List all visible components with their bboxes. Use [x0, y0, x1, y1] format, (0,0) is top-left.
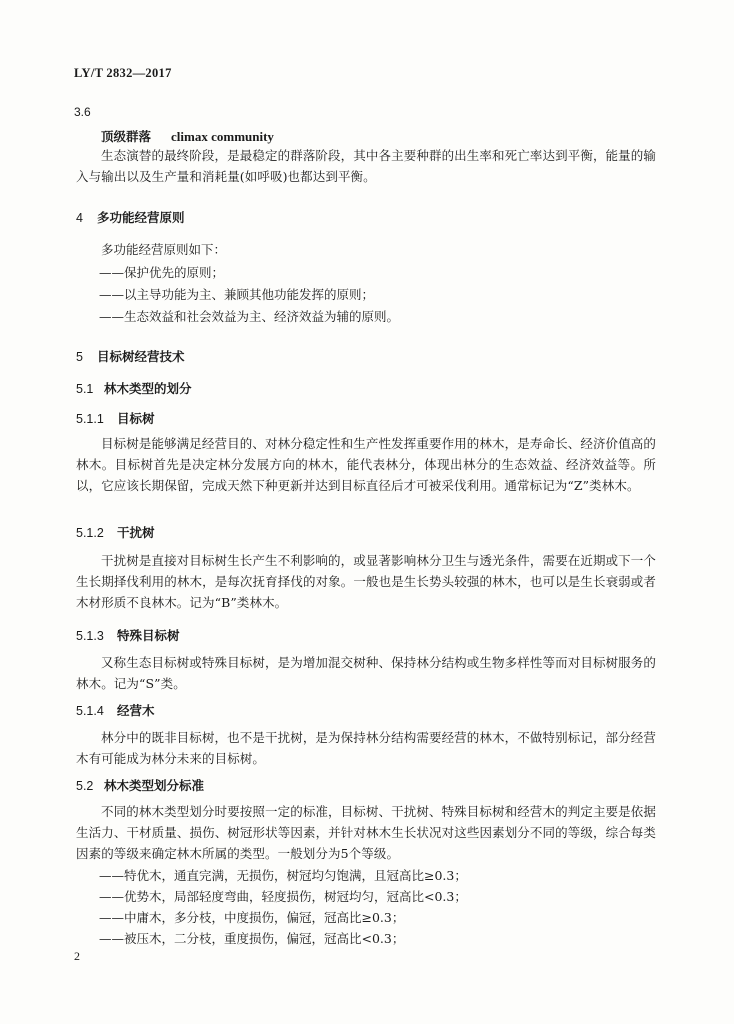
- clause-number-3-6: 3.6: [74, 105, 91, 119]
- standard-code-header: LY/T 2832—2017: [74, 66, 172, 80]
- section-title: 林木类型划分标准: [104, 778, 205, 793]
- section-title: 干扰树: [117, 525, 155, 540]
- section-heading-5-1-3: [76, 626, 180, 644]
- section-heading-5-1-2: [76, 523, 155, 541]
- section-heading-5: [76, 347, 185, 365]
- term-chinese: 顶级群落: [101, 129, 152, 144]
- paragraph-special-target-tree: 又称生态目标树或特殊目标树，是为增加混交树种、保持林分结构或生物多样性等而对目标树服务的林木。记为“S”类。: [76, 655, 656, 691]
- grade-item: ——优势木，局部轻度弯曲，轻度损伤，树冠均匀，冠高比<0.3；: [99, 889, 467, 904]
- paragraph-target-tree: 目标树是能够满足经营目的、对林分稳定性和生产性发挥重要作用的林木，是寿命长、经济价值高的林木。目标树首先是决定林分发展方向的林木，能代表林分，体现出林分的生态效益、经济效益等。所以，它应该长期保留，完成天然下种更新并达到目标直径后才可被采伐利用。通常标记为“Z”类林木。: [76, 436, 656, 493]
- section-heading-5-1-1: [76, 409, 155, 427]
- section-title: 目标树经营技术: [97, 349, 185, 364]
- section-title: 经营木: [117, 703, 155, 718]
- paragraph-managed-tree: 林分中的既非目标树，也不是干扰树，是为保持林分结构需要经营的林木，不做特别标记，部分经营木有可能成为林分未来的目标树。: [76, 730, 656, 766]
- grade-item: ——中庸木，多分枝，中度损伤，偏冠，冠高比≥0.3；: [99, 910, 405, 925]
- section-title: 特殊目标树: [117, 628, 180, 643]
- section-heading-4: [76, 208, 185, 226]
- section-number: 4: [76, 211, 83, 225]
- paragraph-interference-tree: 干扰树是直接对目标树生长产生不利影响的，或显著影响林分卫生与透光条件，需要在近期或下一个生长期择伐利用的林木，是每次抚育择伐的对象。一般也是生长势头较强的林木，也可以是生长衰弱或者木材形质不良林木。记为“B”类林木。: [76, 553, 656, 610]
- section-number: 5.1.1: [76, 412, 104, 426]
- section-number: 5.2: [76, 779, 94, 793]
- grade-item: ——被压木，二分枝，重度损伤，偏冠，冠高比<0.3；: [99, 931, 405, 946]
- principle-item: ——保护优先的原则；: [99, 265, 225, 280]
- section-number: 5.1.2: [76, 526, 104, 540]
- section-heading-5-1-4: [76, 701, 155, 719]
- term-entry: [101, 126, 274, 145]
- section-number: 5: [76, 350, 83, 364]
- section-title: 林木类型的划分: [104, 381, 192, 396]
- section-title: 多功能经营原则: [97, 210, 185, 225]
- section-heading-5-2: [76, 776, 204, 794]
- term-english: climax community: [171, 129, 274, 144]
- term-definition: 生态演替的最终阶段，是最稳定的群落阶段，其中各主要种群的出生率和死亡率达到平衡，能量的输入与输出以及生产量和消耗量(如呼吸)也都达到平衡。: [76, 148, 656, 184]
- page-number: 2: [74, 949, 80, 963]
- grade-item: ——特优木，通直完满，无损伤，树冠均匀饱满，且冠高比≥0.3；: [99, 868, 467, 883]
- paragraph-classification-criteria: 不同的林木类型划分时要按照一定的标准，目标树、干扰树、特殊目标树和经营木的判定主要是依据生活力、干材质量、损伤、树冠形状等因素，并针对林木生长状况对这些因素划分不同的等级，综合每类因素的等级来确定林木所属的类型。一般划分为5个等级。: [76, 804, 656, 861]
- section-number: 5.1.4: [76, 704, 104, 718]
- principle-item: ——以主导功能为主、兼顾其他功能发挥的原则；: [99, 287, 375, 302]
- principle-item: ——生态效益和社会效益为主、经济效益为辅的原则。: [99, 309, 400, 324]
- section-title: 目标树: [117, 411, 155, 426]
- section-number: 5.1.3: [76, 629, 104, 643]
- section-number: 5.1: [76, 382, 94, 396]
- principles-intro: 多功能经营原则如下：: [101, 242, 227, 257]
- section-heading-5-1: [76, 379, 192, 397]
